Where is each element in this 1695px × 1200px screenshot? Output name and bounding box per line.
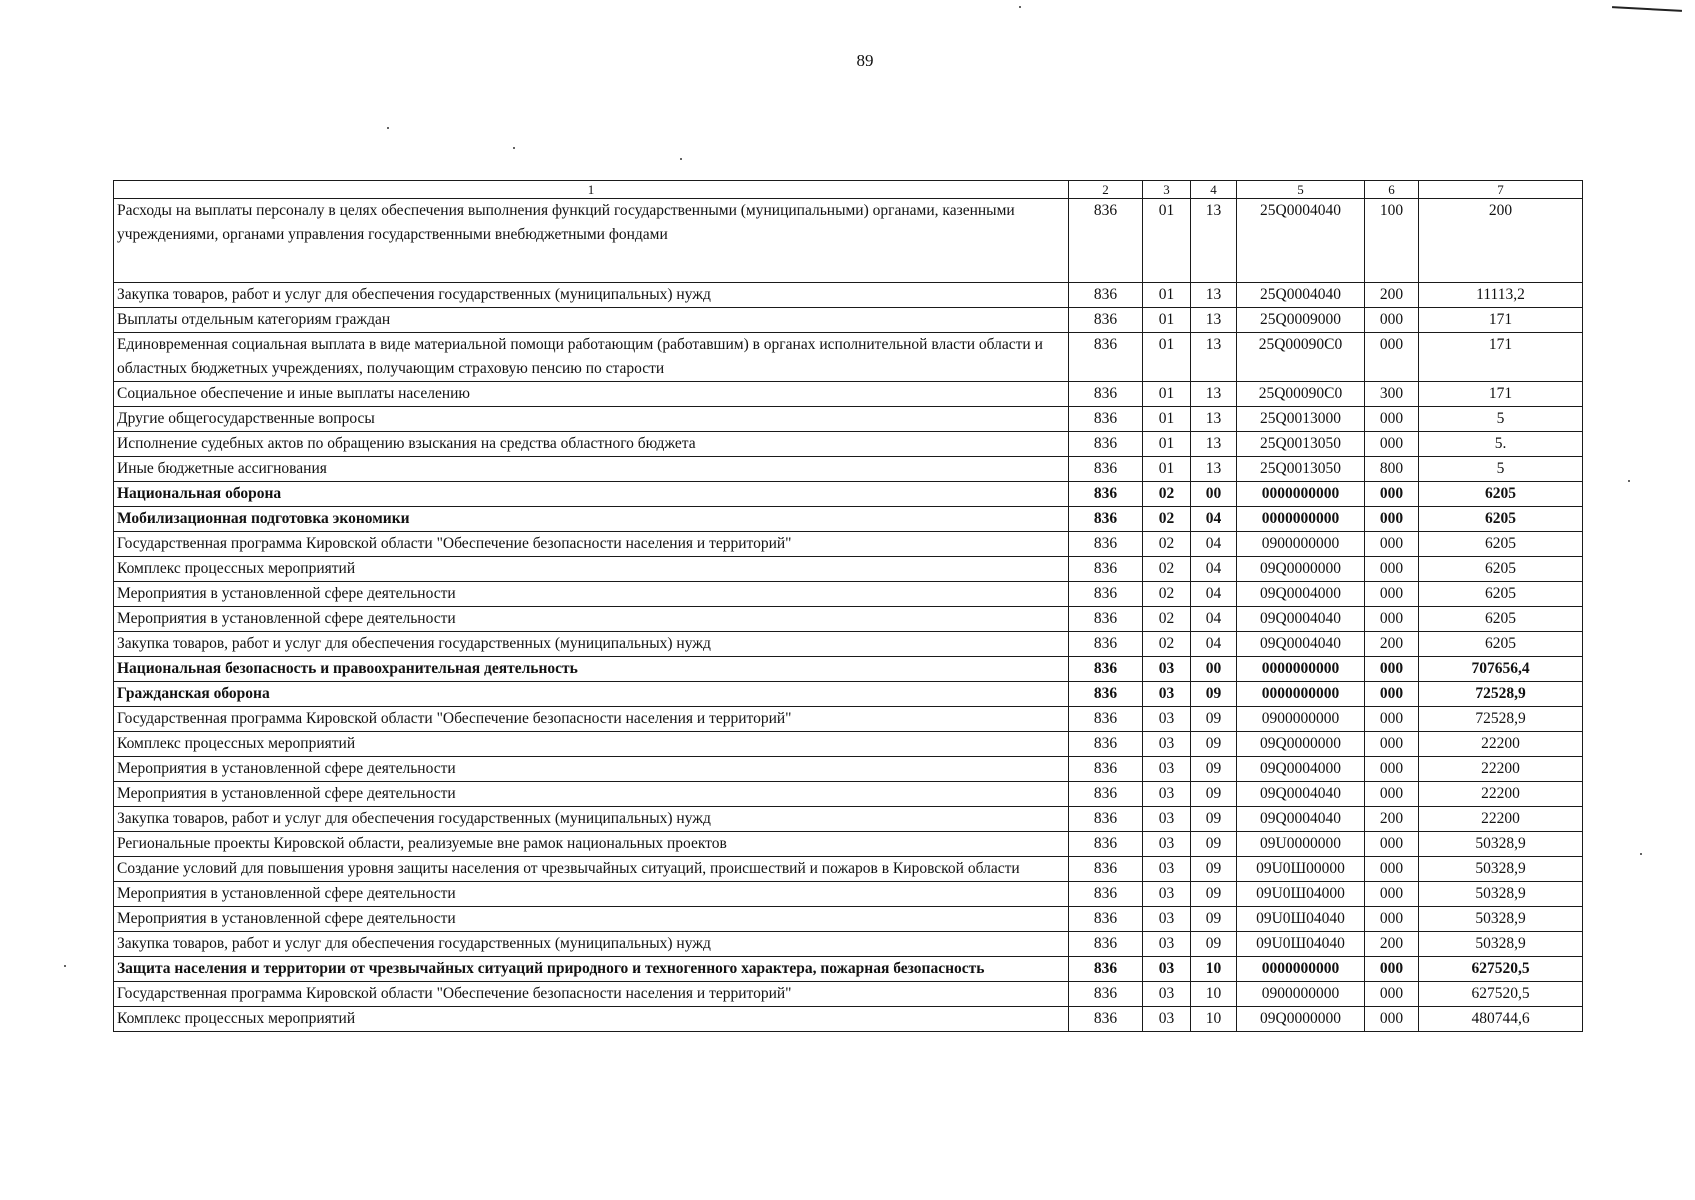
table-row bbox=[114, 732, 1583, 757]
row-code-cell: 836 bbox=[1069, 682, 1143, 707]
row-code-cell: 836 bbox=[1069, 832, 1143, 857]
row-section-cell: 02 bbox=[1143, 607, 1191, 632]
row-subsection-cell: 09 bbox=[1191, 732, 1237, 757]
row-name-cell: Социальное обеспечение и иные выплаты населению bbox=[114, 382, 1069, 407]
row-name-cell: Комплекс процессных мероприятий bbox=[114, 1007, 1069, 1032]
row-amount-cell: 22200 bbox=[1419, 807, 1583, 832]
table-row bbox=[114, 1007, 1583, 1032]
row-section-cell: 02 bbox=[1143, 557, 1191, 582]
row-target-article-cell: 09Q0004000 bbox=[1237, 757, 1365, 782]
row-expense-type-cell: 000 bbox=[1365, 532, 1419, 557]
row-expense-type-cell: 200 bbox=[1365, 283, 1419, 308]
table-row bbox=[114, 283, 1583, 308]
row-expense-type-cell: 000 bbox=[1365, 1007, 1419, 1032]
table-row bbox=[114, 432, 1583, 457]
row-expense-type-cell: 000 bbox=[1365, 482, 1419, 507]
row-expense-type-cell: 000 bbox=[1365, 732, 1419, 757]
row-expense-type-cell: 800 bbox=[1365, 457, 1419, 482]
row-expense-type-cell: 000 bbox=[1365, 782, 1419, 807]
row-amount-cell: 50328,9 bbox=[1419, 832, 1583, 857]
row-name-cell: Мероприятия в установленной сфере деятельности bbox=[114, 882, 1069, 907]
row-section-cell: 02 bbox=[1143, 507, 1191, 532]
row-code-cell: 836 bbox=[1069, 782, 1143, 807]
row-target-article-cell: 09U0Ш04040 bbox=[1237, 907, 1365, 932]
row-code-cell: 836 bbox=[1069, 382, 1143, 407]
row-expense-type-cell: 000 bbox=[1365, 582, 1419, 607]
row-code-cell: 836 bbox=[1069, 432, 1143, 457]
row-subsection-cell: 04 bbox=[1191, 582, 1237, 607]
row-section-cell: 03 bbox=[1143, 657, 1191, 682]
row-name-cell: Государственная программа Кировской области "Обеспечение безопасности населения и территорий" bbox=[114, 982, 1069, 1007]
row-amount-cell: 627520,5 bbox=[1419, 957, 1583, 982]
row-section-cell: 01 bbox=[1143, 333, 1191, 382]
row-name-cell: Национальная безопасность и правоохранительная деятельность bbox=[114, 657, 1069, 682]
row-amount-cell: 200 bbox=[1419, 199, 1583, 283]
row-amount-cell: 50328,9 bbox=[1419, 932, 1583, 957]
row-target-article-cell: 09Q0004040 bbox=[1237, 607, 1365, 632]
table-row bbox=[114, 582, 1583, 607]
row-section-cell: 01 bbox=[1143, 432, 1191, 457]
row-section-cell: 01 bbox=[1143, 283, 1191, 308]
row-section-cell: 02 bbox=[1143, 532, 1191, 557]
table-row bbox=[114, 532, 1583, 557]
row-expense-type-cell: 000 bbox=[1365, 907, 1419, 932]
row-code-cell: 836 bbox=[1069, 907, 1143, 932]
row-name-cell: Комплекс процессных мероприятий bbox=[114, 557, 1069, 582]
row-name-cell: Гражданская оборона bbox=[114, 682, 1069, 707]
row-section-cell: 01 bbox=[1143, 457, 1191, 482]
table-row bbox=[114, 882, 1583, 907]
row-target-article-cell: 09Q0004040 bbox=[1237, 782, 1365, 807]
table-row bbox=[114, 199, 1583, 283]
row-subsection-cell: 09 bbox=[1191, 882, 1237, 907]
row-target-article-cell: 25Q00090C0 bbox=[1237, 382, 1365, 407]
scan-artifact-speck bbox=[64, 965, 66, 967]
row-code-cell: 836 bbox=[1069, 857, 1143, 882]
row-name-cell: Национальная оборона bbox=[114, 482, 1069, 507]
row-target-article-cell: 0900000000 bbox=[1237, 982, 1365, 1007]
row-expense-type-cell: 000 bbox=[1365, 432, 1419, 457]
row-code-cell: 836 bbox=[1069, 882, 1143, 907]
row-expense-type-cell: 000 bbox=[1365, 857, 1419, 882]
row-section-cell: 03 bbox=[1143, 907, 1191, 932]
row-code-cell: 836 bbox=[1069, 957, 1143, 982]
row-section-cell: 03 bbox=[1143, 782, 1191, 807]
row-amount-cell: 5. bbox=[1419, 432, 1583, 457]
row-subsection-cell: 04 bbox=[1191, 557, 1237, 582]
row-subsection-cell: 10 bbox=[1191, 1007, 1237, 1032]
row-code-cell: 836 bbox=[1069, 507, 1143, 532]
row-code-cell: 836 bbox=[1069, 807, 1143, 832]
row-name-cell: Закупка товаров, работ и услуг для обеспечения государственных (муниципальных) нужд bbox=[114, 632, 1069, 657]
budget-table bbox=[113, 180, 1583, 1032]
row-target-article-cell: 0000000000 bbox=[1237, 957, 1365, 982]
row-expense-type-cell: 000 bbox=[1365, 707, 1419, 732]
row-name-cell: Иные бюджетные ассигнования bbox=[114, 457, 1069, 482]
row-section-cell: 02 bbox=[1143, 582, 1191, 607]
row-target-article-cell: 0900000000 bbox=[1237, 707, 1365, 732]
row-section-cell: 03 bbox=[1143, 682, 1191, 707]
header-cell-3: 3 bbox=[1143, 181, 1191, 199]
row-target-article-cell: 25Q0009000 bbox=[1237, 308, 1365, 333]
row-expense-type-cell: 000 bbox=[1365, 507, 1419, 532]
row-code-cell: 836 bbox=[1069, 457, 1143, 482]
header-cell-2: 2 bbox=[1069, 181, 1143, 199]
row-name-cell: Другие общегосударственные вопросы bbox=[114, 407, 1069, 432]
row-target-article-cell: 0900000000 bbox=[1237, 532, 1365, 557]
row-subsection-cell: 09 bbox=[1191, 832, 1237, 857]
row-name-cell: Создание условий для повышения уровня защиты населения от чрезвычайных ситуаций, происшествий и пожаров в Кировской области bbox=[114, 857, 1069, 882]
row-amount-cell: 72528,9 bbox=[1419, 682, 1583, 707]
row-amount-cell: 707656,4 bbox=[1419, 657, 1583, 682]
row-subsection-cell: 13 bbox=[1191, 382, 1237, 407]
table-row bbox=[114, 932, 1583, 957]
row-name-cell: Закупка товаров, работ и услуг для обеспечения государственных (муниципальных) нужд bbox=[114, 932, 1069, 957]
row-subsection-cell: 09 bbox=[1191, 907, 1237, 932]
row-code-cell: 836 bbox=[1069, 407, 1143, 432]
row-code-cell: 836 bbox=[1069, 308, 1143, 333]
row-subsection-cell: 10 bbox=[1191, 957, 1237, 982]
row-name-cell: Мероприятия в установленной сфере деятельности bbox=[114, 582, 1069, 607]
row-code-cell: 836 bbox=[1069, 707, 1143, 732]
row-section-cell: 03 bbox=[1143, 1007, 1191, 1032]
row-target-article-cell: 09Q0000000 bbox=[1237, 732, 1365, 757]
row-name-cell: Мобилизационная подготовка экономики bbox=[114, 507, 1069, 532]
table-row bbox=[114, 657, 1583, 682]
row-amount-cell: 6205 bbox=[1419, 482, 1583, 507]
row-subsection-cell: 09 bbox=[1191, 757, 1237, 782]
row-target-article-cell: 25Q0013000 bbox=[1237, 407, 1365, 432]
table-row bbox=[114, 632, 1583, 657]
row-subsection-cell: 09 bbox=[1191, 857, 1237, 882]
row-code-cell: 836 bbox=[1069, 1007, 1143, 1032]
row-section-cell: 03 bbox=[1143, 732, 1191, 757]
row-section-cell: 03 bbox=[1143, 882, 1191, 907]
row-amount-cell: 50328,9 bbox=[1419, 882, 1583, 907]
row-name-cell: Мероприятия в установленной сфере деятельности bbox=[114, 607, 1069, 632]
page-number: 89 bbox=[856, 51, 874, 70]
row-amount-cell: 22200 bbox=[1419, 732, 1583, 757]
table-row bbox=[114, 333, 1583, 382]
row-target-article-cell: 25Q0013050 bbox=[1237, 432, 1365, 457]
row-expense-type-cell: 000 bbox=[1365, 832, 1419, 857]
row-subsection-cell: 09 bbox=[1191, 807, 1237, 832]
header-cell-6: 6 bbox=[1365, 181, 1419, 199]
row-section-cell: 02 bbox=[1143, 482, 1191, 507]
row-amount-cell: 22200 bbox=[1419, 782, 1583, 807]
row-expense-type-cell: 000 bbox=[1365, 308, 1419, 333]
row-subsection-cell: 04 bbox=[1191, 607, 1237, 632]
table-row bbox=[114, 308, 1583, 333]
row-expense-type-cell: 000 bbox=[1365, 657, 1419, 682]
row-expense-type-cell: 000 bbox=[1365, 757, 1419, 782]
row-name-cell: Исполнение судебных актов по обращению взыскания на средства областного бюджета bbox=[114, 432, 1069, 457]
row-amount-cell: 627520,5 bbox=[1419, 982, 1583, 1007]
table-header-row bbox=[114, 181, 1583, 199]
table-row bbox=[114, 507, 1583, 532]
table-row bbox=[114, 757, 1583, 782]
row-target-article-cell: 09U0Ш04040 bbox=[1237, 932, 1365, 957]
table-row bbox=[114, 482, 1583, 507]
row-amount-cell: 5 bbox=[1419, 407, 1583, 432]
row-expense-type-cell: 000 bbox=[1365, 407, 1419, 432]
row-target-article-cell: 0000000000 bbox=[1237, 482, 1365, 507]
scan-artifact-speck bbox=[387, 127, 389, 129]
row-section-cell: 03 bbox=[1143, 757, 1191, 782]
table-row bbox=[114, 807, 1583, 832]
row-amount-cell: 171 bbox=[1419, 333, 1583, 382]
row-name-cell: Закупка товаров, работ и услуг для обеспечения государственных (муниципальных) нужд bbox=[114, 807, 1069, 832]
row-name-cell: Мероприятия в установленной сфере деятельности bbox=[114, 907, 1069, 932]
row-code-cell: 836 bbox=[1069, 757, 1143, 782]
row-expense-type-cell: 300 bbox=[1365, 382, 1419, 407]
row-code-cell: 836 bbox=[1069, 982, 1143, 1007]
row-code-cell: 836 bbox=[1069, 632, 1143, 657]
row-expense-type-cell: 000 bbox=[1365, 682, 1419, 707]
row-target-article-cell: 09U0000000 bbox=[1237, 832, 1365, 857]
table-row bbox=[114, 407, 1583, 432]
table-row bbox=[114, 707, 1583, 732]
row-target-article-cell: 09Q0004000 bbox=[1237, 582, 1365, 607]
row-target-article-cell: 25Q0004040 bbox=[1237, 199, 1365, 283]
row-code-cell: 836 bbox=[1069, 199, 1143, 283]
row-section-cell: 02 bbox=[1143, 632, 1191, 657]
row-subsection-cell: 04 bbox=[1191, 532, 1237, 557]
row-amount-cell: 5 bbox=[1419, 457, 1583, 482]
row-section-cell: 03 bbox=[1143, 932, 1191, 957]
row-amount-cell: 6205 bbox=[1419, 582, 1583, 607]
row-code-cell: 836 bbox=[1069, 557, 1143, 582]
table-row bbox=[114, 782, 1583, 807]
row-subsection-cell: 13 bbox=[1191, 432, 1237, 457]
row-subsection-cell: 13 bbox=[1191, 333, 1237, 382]
row-target-article-cell: 25Q0004040 bbox=[1237, 283, 1365, 308]
row-name-cell: Мероприятия в установленной сфере деятельности bbox=[114, 757, 1069, 782]
row-expense-type-cell: 000 bbox=[1365, 957, 1419, 982]
row-code-cell: 836 bbox=[1069, 932, 1143, 957]
row-code-cell: 836 bbox=[1069, 283, 1143, 308]
row-name-cell: Защита населения и территории от чрезвычайных ситуаций природного и техногенного характера, пожарная безопасность bbox=[114, 957, 1069, 982]
row-amount-cell: 6205 bbox=[1419, 557, 1583, 582]
row-subsection-cell: 09 bbox=[1191, 682, 1237, 707]
row-name-cell: Государственная программа Кировской области "Обеспечение безопасности населения и территорий" bbox=[114, 532, 1069, 557]
row-section-cell: 01 bbox=[1143, 407, 1191, 432]
table-row bbox=[114, 857, 1583, 882]
row-section-cell: 03 bbox=[1143, 832, 1191, 857]
row-name-cell: Выплаты отдельным категориям граждан bbox=[114, 308, 1069, 333]
row-amount-cell: 50328,9 bbox=[1419, 907, 1583, 932]
table-row bbox=[114, 907, 1583, 932]
row-amount-cell: 6205 bbox=[1419, 607, 1583, 632]
table-row bbox=[114, 957, 1583, 982]
row-section-cell: 01 bbox=[1143, 382, 1191, 407]
scan-artifact-speck bbox=[680, 158, 682, 160]
row-section-cell: 03 bbox=[1143, 807, 1191, 832]
row-code-cell: 836 bbox=[1069, 482, 1143, 507]
row-expense-type-cell: 000 bbox=[1365, 557, 1419, 582]
row-target-article-cell: 09Q0004040 bbox=[1237, 807, 1365, 832]
header-cell-7: 7 bbox=[1419, 181, 1583, 199]
row-target-article-cell: 0000000000 bbox=[1237, 657, 1365, 682]
row-target-article-cell: 0000000000 bbox=[1237, 507, 1365, 532]
row-target-article-cell: 25Q0013050 bbox=[1237, 457, 1365, 482]
row-name-cell: Комплекс процессных мероприятий bbox=[114, 732, 1069, 757]
row-target-article-cell: 09U0Ш00000 bbox=[1237, 857, 1365, 882]
row-amount-cell: 6205 bbox=[1419, 507, 1583, 532]
row-section-cell: 01 bbox=[1143, 199, 1191, 283]
row-code-cell: 836 bbox=[1069, 532, 1143, 557]
row-name-cell: Расходы на выплаты персоналу в целях обеспечения выполнения функций государственными (муниципальными) органами, казенными учреждениями, органами управления государственными внебюджетными фондами bbox=[114, 199, 1069, 283]
row-subsection-cell: 09 bbox=[1191, 932, 1237, 957]
row-section-cell: 03 bbox=[1143, 982, 1191, 1007]
row-amount-cell: 50328,9 bbox=[1419, 857, 1583, 882]
row-code-cell: 836 bbox=[1069, 732, 1143, 757]
row-code-cell: 836 bbox=[1069, 333, 1143, 382]
row-section-cell: 01 bbox=[1143, 308, 1191, 333]
row-subsection-cell: 00 bbox=[1191, 657, 1237, 682]
row-code-cell: 836 bbox=[1069, 582, 1143, 607]
row-subsection-cell: 13 bbox=[1191, 308, 1237, 333]
row-expense-type-cell: 200 bbox=[1365, 632, 1419, 657]
row-name-cell: Региональные проекты Кировской области, реализуемые вне рамок национальных проектов bbox=[114, 832, 1069, 857]
scan-artifact-speck bbox=[513, 147, 515, 149]
table-row bbox=[114, 457, 1583, 482]
row-target-article-cell: 09Q0000000 bbox=[1237, 557, 1365, 582]
header-cell-4: 4 bbox=[1191, 181, 1237, 199]
row-target-article-cell: 25Q00090C0 bbox=[1237, 333, 1365, 382]
row-code-cell: 836 bbox=[1069, 607, 1143, 632]
table-row bbox=[114, 982, 1583, 1007]
table-row bbox=[114, 682, 1583, 707]
header-cell-5: 5 bbox=[1237, 181, 1365, 199]
row-name-cell: Мероприятия в установленной сфере деятельности bbox=[114, 782, 1069, 807]
row-subsection-cell: 13 bbox=[1191, 199, 1237, 283]
row-expense-type-cell: 000 bbox=[1365, 333, 1419, 382]
row-subsection-cell: 09 bbox=[1191, 782, 1237, 807]
row-name-cell: Закупка товаров, работ и услуг для обеспечения государственных (муниципальных) нужд bbox=[114, 283, 1069, 308]
table-row bbox=[114, 607, 1583, 632]
header-cell-1: 1 bbox=[114, 181, 1069, 199]
row-amount-cell: 171 bbox=[1419, 382, 1583, 407]
row-expense-type-cell: 200 bbox=[1365, 932, 1419, 957]
row-target-article-cell: 09U0Ш04000 bbox=[1237, 882, 1365, 907]
scan-artifact-speck bbox=[1628, 480, 1630, 482]
row-subsection-cell: 04 bbox=[1191, 632, 1237, 657]
row-expense-type-cell: 100 bbox=[1365, 199, 1419, 283]
table-row bbox=[114, 557, 1583, 582]
row-amount-cell: 22200 bbox=[1419, 757, 1583, 782]
row-name-cell: Государственная программа Кировской области "Обеспечение безопасности населения и территорий" bbox=[114, 707, 1069, 732]
row-subsection-cell: 13 bbox=[1191, 457, 1237, 482]
row-section-cell: 03 bbox=[1143, 707, 1191, 732]
row-section-cell: 03 bbox=[1143, 857, 1191, 882]
scan-artifact-speck bbox=[1640, 853, 1642, 855]
row-target-article-cell: 0000000000 bbox=[1237, 682, 1365, 707]
row-code-cell: 836 bbox=[1069, 657, 1143, 682]
row-expense-type-cell: 000 bbox=[1365, 607, 1419, 632]
table-row bbox=[114, 832, 1583, 857]
row-subsection-cell: 13 bbox=[1191, 407, 1237, 432]
row-subsection-cell: 00 bbox=[1191, 482, 1237, 507]
row-section-cell: 03 bbox=[1143, 957, 1191, 982]
row-amount-cell: 6205 bbox=[1419, 532, 1583, 557]
row-amount-cell: 72528,9 bbox=[1419, 707, 1583, 732]
table-row bbox=[114, 382, 1583, 407]
row-expense-type-cell: 000 bbox=[1365, 882, 1419, 907]
row-amount-cell: 6205 bbox=[1419, 632, 1583, 657]
row-expense-type-cell: 200 bbox=[1365, 807, 1419, 832]
row-subsection-cell: 10 bbox=[1191, 982, 1237, 1007]
row-amount-cell: 480744,6 bbox=[1419, 1007, 1583, 1032]
row-amount-cell: 171 bbox=[1419, 308, 1583, 333]
row-amount-cell: 11113,2 bbox=[1419, 283, 1583, 308]
row-name-cell: Единовременная социальная выплата в виде материальной помощи работающим (работавшим) в органах исполнительной власти области и областных бюджетных учреждениях, получающим страховую пенсию по старости bbox=[114, 333, 1069, 382]
row-target-article-cell: 09Q0004040 bbox=[1237, 632, 1365, 657]
row-subsection-cell: 09 bbox=[1191, 707, 1237, 732]
row-subsection-cell: 04 bbox=[1191, 507, 1237, 532]
row-expense-type-cell: 000 bbox=[1365, 982, 1419, 1007]
row-subsection-cell: 13 bbox=[1191, 283, 1237, 308]
scan-artifact-speck bbox=[1019, 6, 1021, 8]
scan-artifact-line bbox=[1612, 6, 1682, 12]
table-body bbox=[114, 199, 1583, 1032]
row-target-article-cell: 09Q0000000 bbox=[1237, 1007, 1365, 1032]
